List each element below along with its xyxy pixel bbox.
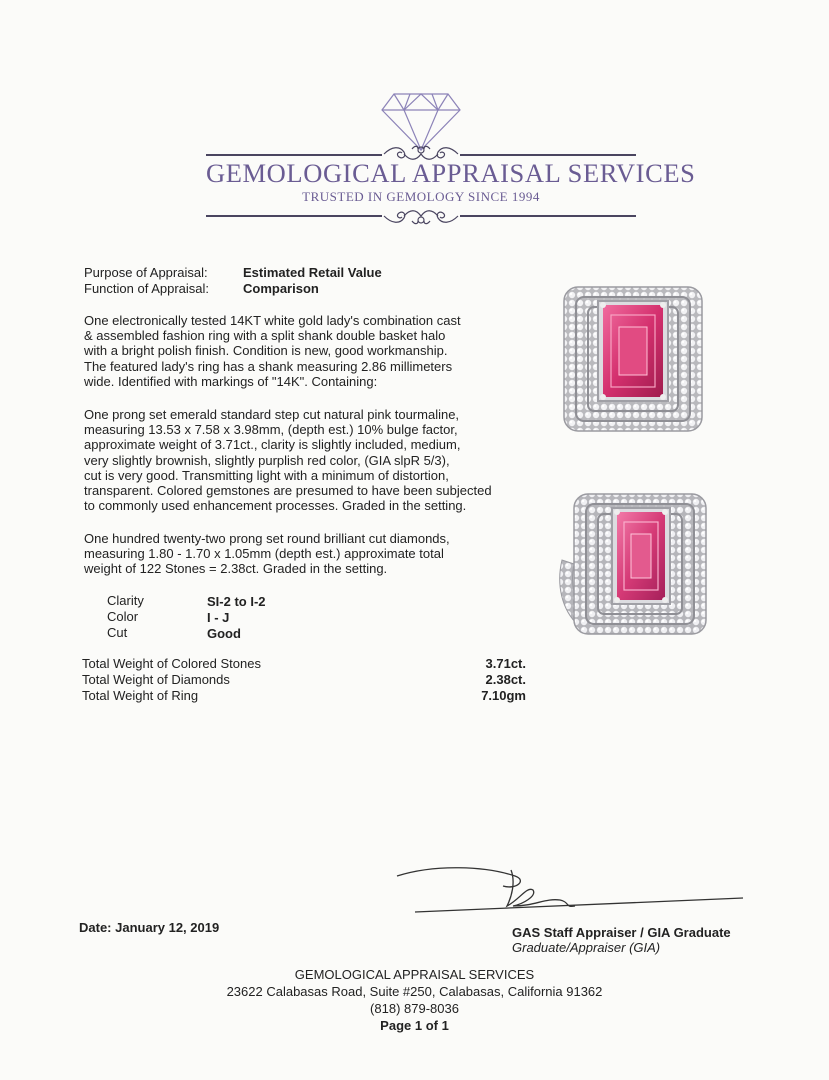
text-line: cut is very good. Transmitting light with a minimum of distortion,: [84, 467, 449, 483]
text-line: with a bright polish finish. Condition is new, good workmanship.: [84, 343, 448, 359]
appraisal-date: Date: January 12, 2019: [79, 920, 220, 935]
color-value: I - J: [207, 610, 230, 625]
total-diamonds-label: Total Weight of Diamonds: [82, 672, 230, 687]
text-line: One hundred twenty-two prong set round brilliant cut diamonds,: [84, 531, 450, 546]
purpose-value: Estimated Retail Value: [243, 265, 382, 280]
purpose-label: Purpose of Appraisal:: [84, 265, 208, 280]
text-line: The featured lady's ring has a shank measuring 2.86 millimeters: [84, 358, 453, 374]
cut-value: Good: [207, 626, 241, 641]
total-ring-value: 7.10gm: [481, 688, 526, 703]
header-rule-top-right: [460, 154, 636, 156]
total-ring-label: Total Weight of Ring: [82, 688, 199, 703]
clarity-value: SI-2 to I-2: [207, 594, 266, 609]
appraiser-title: GAS Staff Appraiser / GIA Graduate: [512, 925, 731, 940]
footer-company: GEMOLOGICAL APPRAISAL SERVICES: [294, 967, 535, 982]
company-tagline: TRUSTED IN GEMOLOGY SINCE 1994: [302, 189, 540, 204]
footer-address: 23622 Calabasas Road, Suite #250, Calabasas, California 91362: [226, 984, 603, 999]
text-line: weight of 122 Stones = 2.38ct. Graded in the setting.: [84, 561, 388, 577]
cut-label: Cut: [107, 625, 128, 640]
company-name: GEMOLOGICAL APPRAISAL SERVICES: [206, 158, 696, 188]
text-line: very slightly brownish, slightly purplish red color, (GIA slpR 5/3),: [84, 452, 450, 468]
function-value: Comparison: [243, 281, 319, 296]
description-paragraph-3: [84, 531, 450, 577]
text-line: One prong set emerald standard step cut natural pink tourmaline,: [84, 407, 460, 422]
text-line: measuring 13.53 x 7.58 x 3.98mm, (depth est.) 10% bulge factor,: [84, 422, 458, 438]
scroll-ornament-icon: [382, 205, 460, 227]
signature-graphic: [395, 860, 745, 920]
text-line: measuring 1.80 - 1.70 x 1.05mm (depth est.) approximate total: [84, 546, 444, 562]
total-colored-stones-label: Total Weight of Colored Stones: [82, 656, 261, 671]
ring-photo-top: [560, 283, 706, 435]
text-line: approximate weight of 3.71ct., clarity is slightly included, medium,: [84, 437, 461, 453]
header-rule-bottom-left: [206, 215, 382, 217]
text-line: & assembled fashion ring with a split shank double basket halo: [84, 328, 446, 344]
clarity-label: Clarity: [107, 593, 144, 608]
description-paragraph-2: [84, 407, 492, 513]
text-line: One electronically tested 14KT white gold lady's combination cast: [84, 313, 461, 328]
appraiser-subtitle: Graduate/Appraiser (GIA): [512, 940, 661, 955]
ring-photo-bottom: [556, 490, 712, 640]
function-label: Function of Appraisal:: [84, 281, 210, 296]
header-rule-bottom-right: [460, 215, 636, 217]
header-rule-top-left: [206, 154, 382, 156]
text-line: wide. Identified with markings of "14K". Containing:: [84, 373, 378, 389]
total-colored-stones-value: 3.71ct.: [485, 656, 526, 671]
text-line: to commonly used enhancement processes. Graded in the setting.: [84, 498, 467, 514]
color-label: Color: [107, 609, 139, 624]
footer-phone: (818) 879-8036: [370, 1001, 459, 1016]
text-line: transparent. Colored gemstones are presumed to have been subjected: [84, 483, 492, 499]
description-paragraph-1: [84, 313, 461, 389]
footer: [0, 966, 829, 1034]
footer-page: Page 1 of 1: [380, 1018, 449, 1033]
total-diamonds-value: 2.38ct.: [485, 672, 526, 687]
